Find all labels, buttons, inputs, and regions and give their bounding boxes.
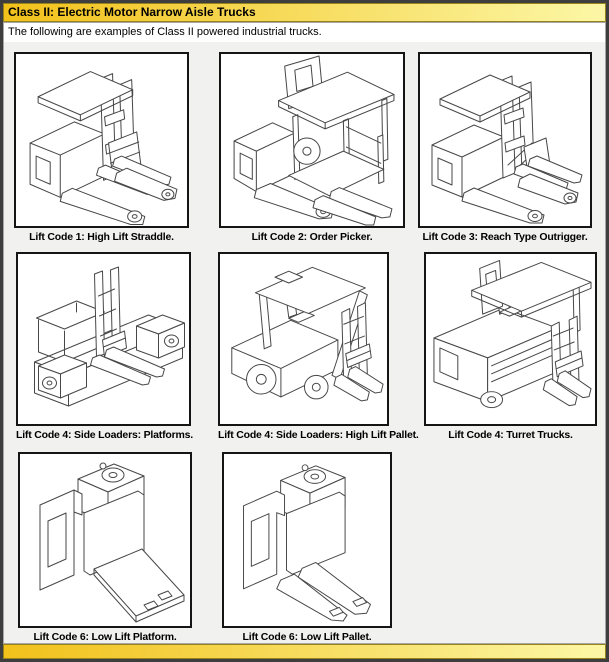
truck-image-frame [18, 452, 192, 628]
low-lift-platform-illustration [20, 454, 190, 626]
truck-caption: Lift Code 4: Side Loaders: Platforms. [16, 429, 193, 441]
high-lift-straddle-illustration [16, 54, 187, 226]
truck-image-frame [218, 252, 389, 426]
turret-truck-illustration [426, 254, 595, 424]
truck-card-turret-truck [424, 252, 597, 441]
low-lift-pallet-illustration [224, 454, 390, 626]
truck-card-high-lift-straddle [14, 52, 189, 243]
intro-text: The following are examples of Class II powered industrial trucks. [8, 26, 322, 38]
truck-card-side-loader-high-lift-pallet [218, 252, 419, 441]
page-title: Class II: Electric Motor Narrow Aisle Trucks [8, 5, 256, 19]
truck-image-frame [424, 252, 597, 426]
truck-caption: Lift Code 4: Side Loaders: High Lift Pallet. [218, 429, 419, 441]
intro-strip [4, 23, 605, 42]
truck-caption: Lift Code 6: Low Lift Platform. [33, 631, 177, 643]
side-loader-platforms-illustration [18, 254, 189, 424]
truck-caption: Lift Code 2: Order Picker. [251, 231, 373, 243]
truck-caption: Lift Code 1: High Lift Straddle. [29, 231, 174, 243]
truck-image-frame [418, 52, 592, 228]
truck-card-order-picker [219, 52, 405, 243]
reach-type-outrigger-illustration [420, 54, 590, 226]
footer-bar [3, 644, 606, 659]
page-header-bar [3, 3, 606, 22]
truck-image-frame [219, 52, 405, 228]
truck-card-side-loader-platforms [16, 252, 191, 441]
truck-caption: Lift Code 4: Turret Trucks. [448, 429, 573, 441]
truck-image-frame [14, 52, 189, 228]
truck-caption: Lift Code 3: Reach Type Outrigger. [422, 231, 588, 243]
truck-card-low-lift-pallet [222, 452, 392, 643]
truck-card-reach-type-outrigger [418, 52, 592, 243]
truck-image-frame [16, 252, 191, 426]
truck-caption: Lift Code 6: Low Lift Pallet. [242, 631, 372, 643]
truck-card-low-lift-platform [18, 452, 192, 643]
truck-image-frame [222, 452, 392, 628]
side-loader-high-lift-pallet-illustration [220, 254, 387, 424]
order-picker-illustration [221, 54, 403, 226]
